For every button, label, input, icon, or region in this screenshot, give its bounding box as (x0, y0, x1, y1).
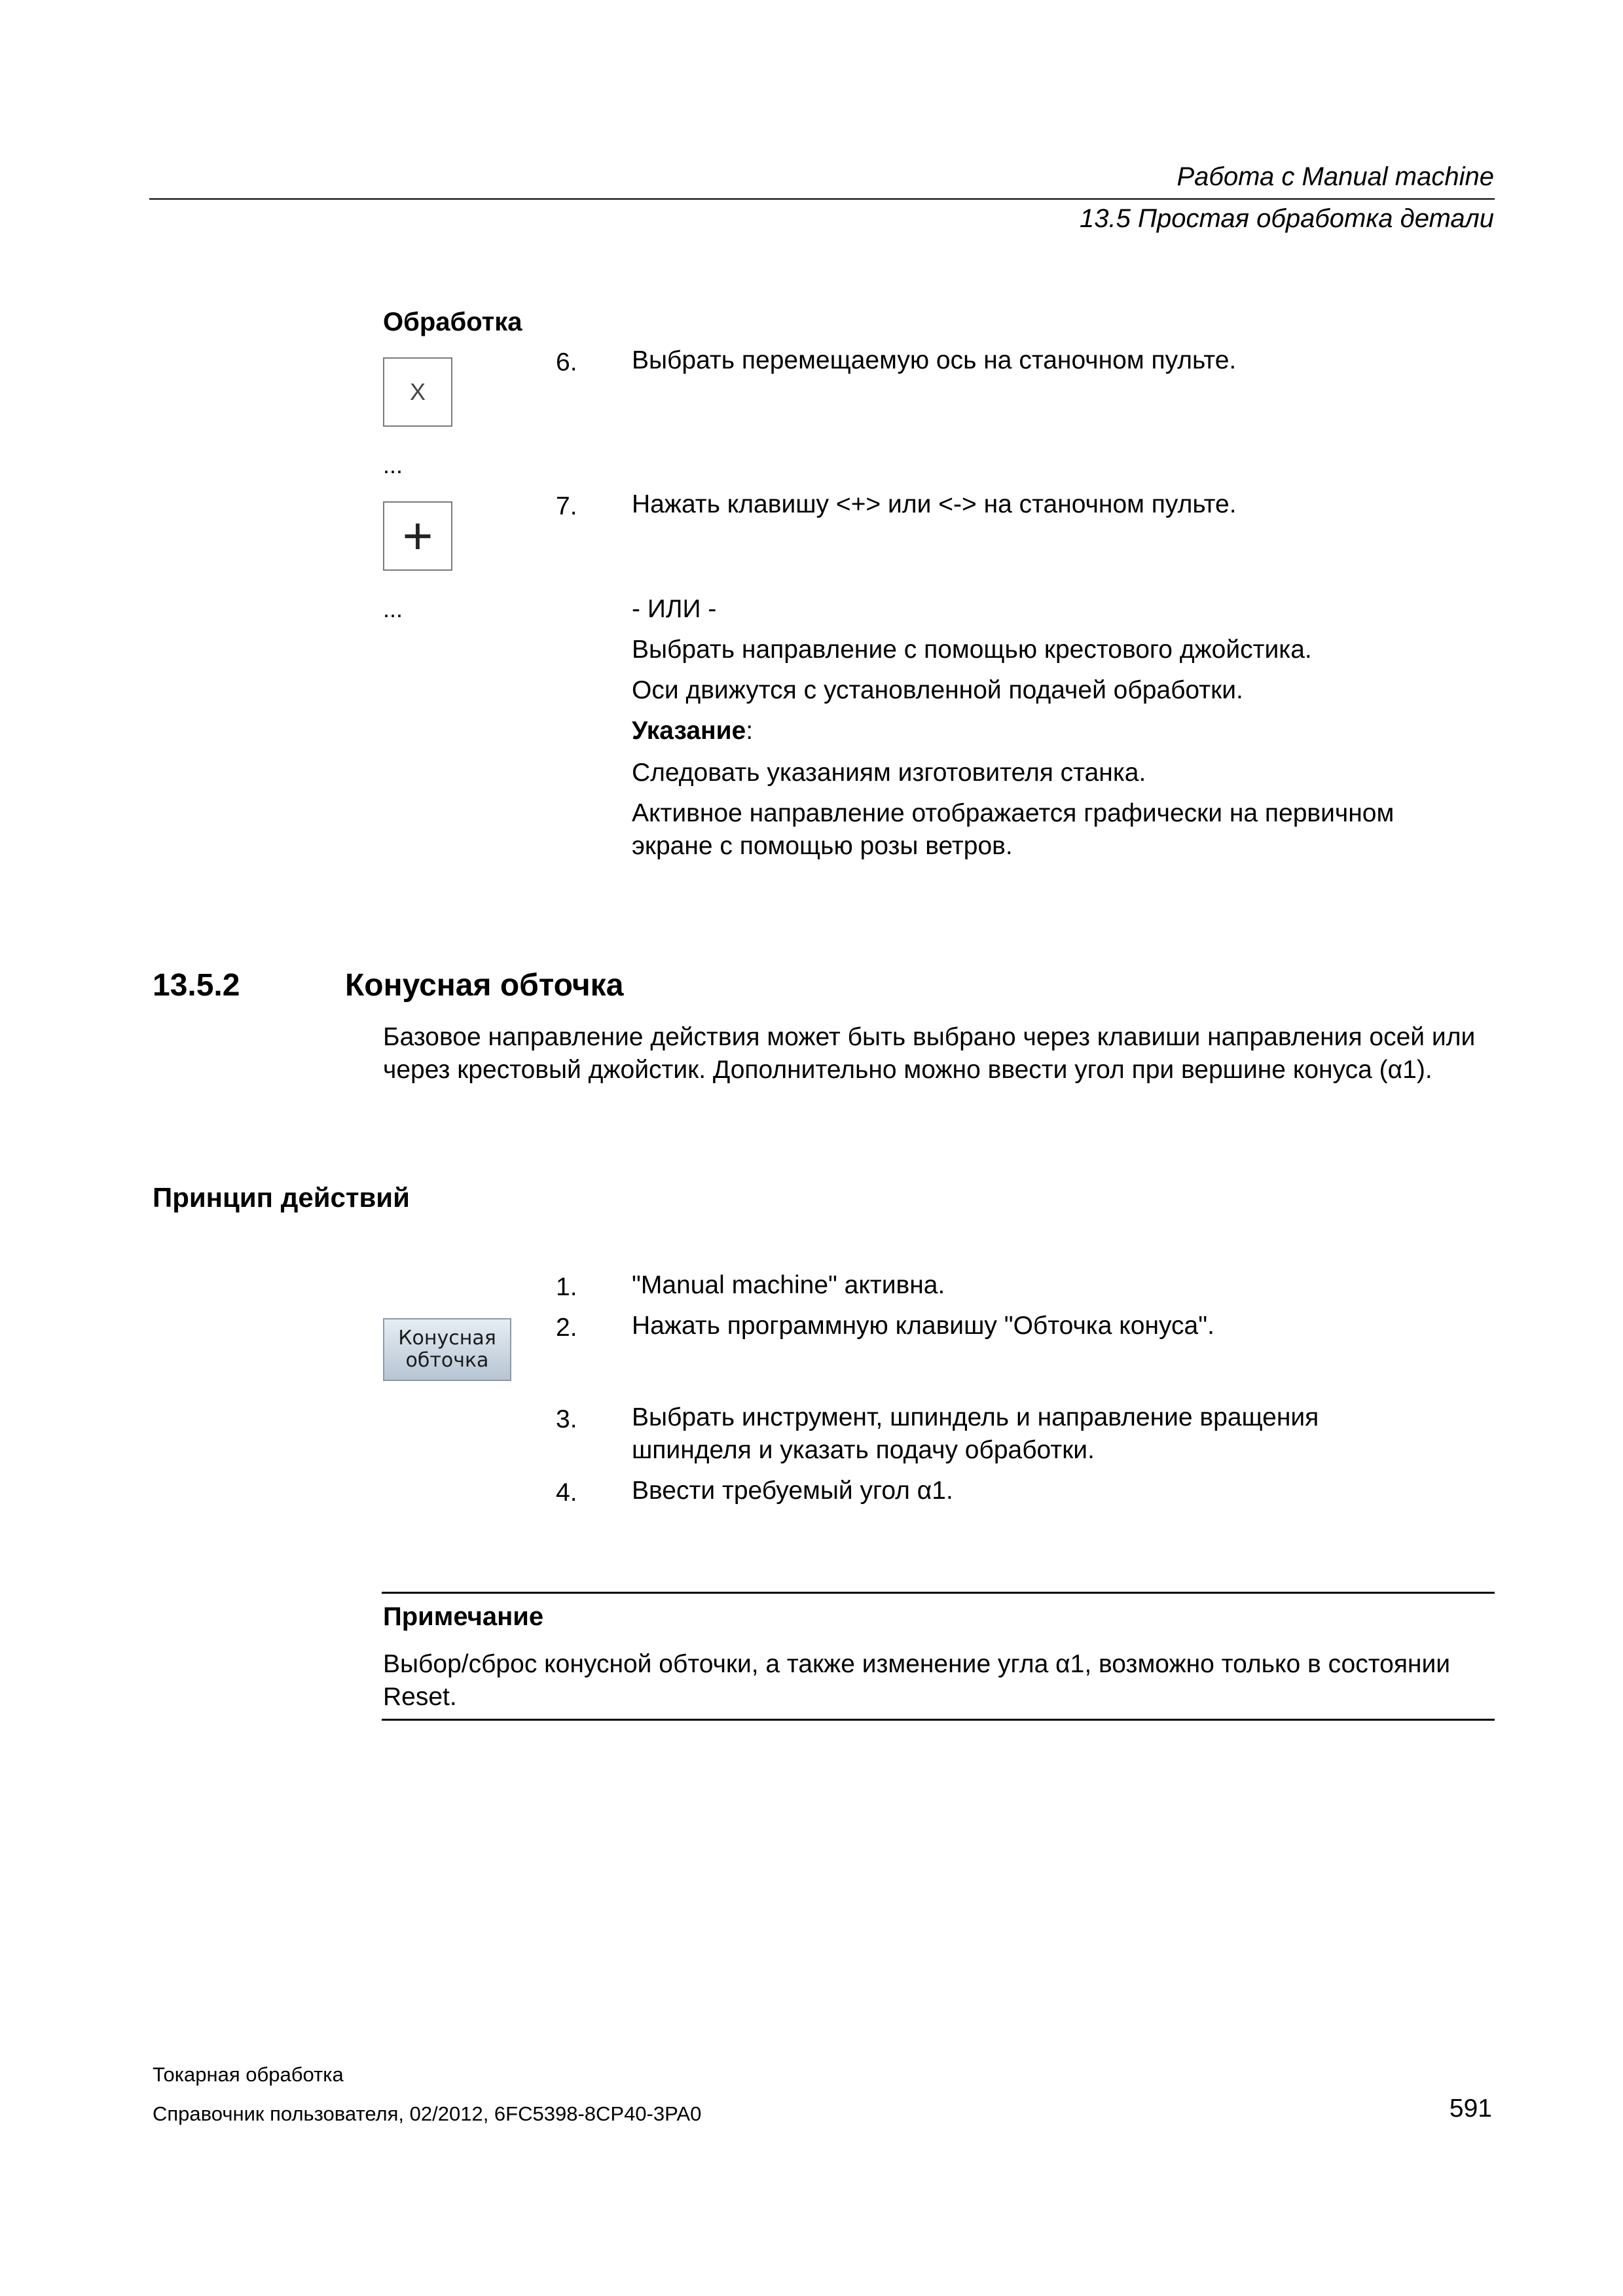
step-7-text: Нажать клавишу <+> или <-> на станочном пульте. (632, 490, 1237, 518)
step-6-text: Выбрать перемещаемую ось на станочном пульте. (632, 346, 1237, 374)
principle-step-1-text: "Manual machine" активна. (632, 1271, 945, 1299)
hint-text: Следовать указаниям изготовителя станка. (632, 759, 1146, 787)
note-title: Примечание (383, 1602, 544, 1631)
step-6-number: 6. (556, 348, 577, 376)
taper-turning-softkey[interactable] (383, 1318, 511, 1381)
note-bottom-rule (382, 1719, 1495, 1721)
hint-line (632, 715, 753, 747)
principle-step-4-text: Ввести требуемый угол α1. (632, 1477, 953, 1505)
active-direction-text: Активное направление отображается графически на первичном экране с помощью розы ветров. (632, 799, 1395, 860)
principle-step-2-text: Нажать программную клавишу "Обточка конуса". (632, 1312, 1214, 1340)
page-number: 591 (1449, 2094, 1492, 2123)
principle-step-4-number: 4. (556, 1479, 577, 1507)
hint-colon: : (746, 717, 754, 745)
header-section: 13.5 Простая обработка детали (1080, 204, 1494, 233)
header-rule (149, 198, 1495, 200)
principle-step-3-number: 3. (556, 1405, 577, 1433)
or-text: - ИЛИ - (632, 595, 717, 623)
ellipsis-2: ... (383, 596, 403, 622)
plus-icon: + (402, 507, 433, 565)
note-top-rule (382, 1592, 1495, 1594)
principle-step-2-number: 2. (556, 1314, 577, 1342)
plus-key (383, 501, 452, 571)
softkey-line-1: Конусная (398, 1327, 496, 1350)
principle-heading: Принцип действий (153, 1182, 410, 1213)
hint-label: Указание (632, 717, 746, 745)
principle-step-1-number: 1. (556, 1273, 577, 1301)
section-title: Конусная обточка (345, 968, 624, 1003)
section-number: 13.5.2 (153, 968, 240, 1003)
ellipsis-1: ... (383, 452, 403, 478)
softkey-line-2: обточка (405, 1349, 489, 1372)
joystick-text: Выбрать направление с помощью крестового джойстика. (632, 636, 1312, 664)
section-intro: Базовое направление действия может быть выбрано через клавиши направления осей или через крестовый джойстик. Дополнительно можно ввести угол при вершине конуса (α1). (383, 1023, 1476, 1084)
footer-line-2: Справочник пользователя, 02/2012, 6FC5398-8CP40-3PA0 (153, 2102, 702, 2125)
step-7-number: 7. (556, 492, 577, 520)
axis-x-key-label: X (409, 378, 426, 405)
axis-x-key (383, 357, 452, 427)
processing-heading: Обработка (383, 308, 522, 336)
header-chapter: Работа с Manual machine (1176, 162, 1494, 191)
axes-text: Оси движутся с установленной подачей обработки. (632, 676, 1243, 704)
note-text: Выбор/сброс конусной обточки, а также изменение угла α1, возможно только в состоянии Reset. (383, 1650, 1451, 1711)
footer-line-1: Токарная обработка (153, 2063, 344, 2086)
principle-step-3-text: Выбрать инструмент, шпиндель и направление вращения шпинделя и указать подачу обработки. (632, 1403, 1319, 1464)
